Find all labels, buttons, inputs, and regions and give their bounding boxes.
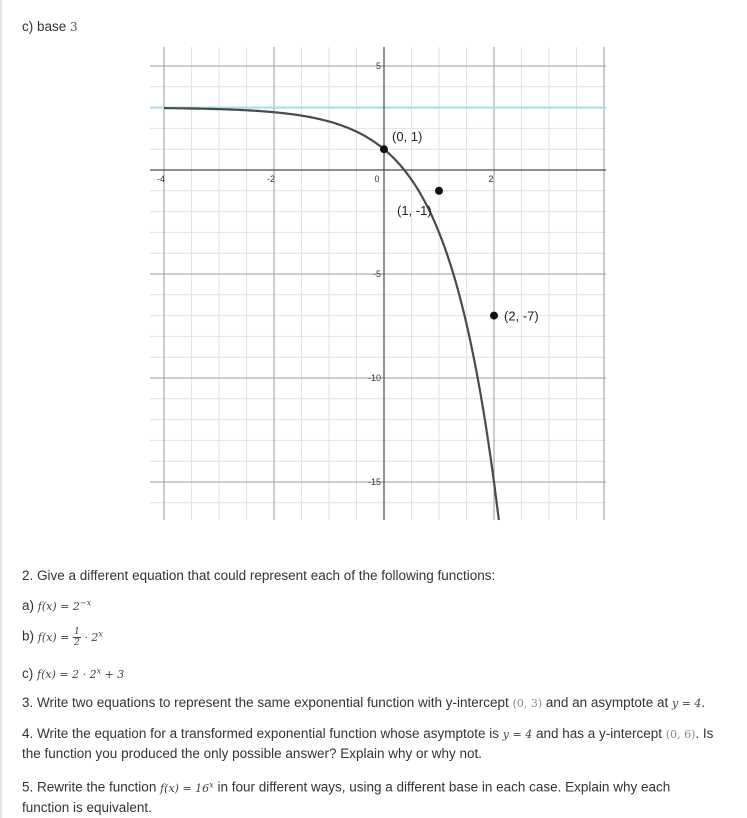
point-label: (2, -7) xyxy=(504,308,539,324)
q2a-label: a) xyxy=(22,598,35,613)
q3-asymptote: y = 4 xyxy=(671,697,702,710)
q2b-rhs: · 2 xyxy=(84,630,99,644)
q3-end: . xyxy=(701,695,706,710)
q4-asymptote: y = 4 xyxy=(502,728,533,741)
y-tick-label: -10 xyxy=(367,373,381,383)
q2c-label: c) xyxy=(22,666,34,681)
q5-text: 5. Rewrite the function xyxy=(22,779,157,795)
x-tick-label: 2 xyxy=(488,174,494,184)
q4-end: . Is xyxy=(695,726,714,741)
q4-mid: and has a y-intercept xyxy=(535,726,663,741)
heading-label: c) base xyxy=(22,19,67,34)
question-4 xyxy=(22,724,732,763)
y-tick-label: -15 xyxy=(367,477,381,487)
q2c-exponent: x xyxy=(96,666,102,676)
x-tick-label: -4 xyxy=(156,174,166,184)
q4-line2: the function you produced the only possible answer? Explain why or why not. xyxy=(22,746,483,761)
point-marker xyxy=(490,312,498,320)
q2c-base: f(x) = 2 · 2 xyxy=(37,668,97,681)
y-tick-label: -5 xyxy=(372,269,381,279)
q2c-equation xyxy=(37,668,124,681)
heading-base: 3 xyxy=(70,20,78,34)
q2b-numerator: 1 xyxy=(73,626,80,637)
q5-func: f(x) = 16 xyxy=(160,781,210,795)
question-2: 2. Give a different equation that could represent each of the following functions: xyxy=(22,568,496,583)
major-grid xyxy=(150,47,606,520)
q2b-equation xyxy=(37,626,103,648)
q3-text: 3. Write two equations to represent the same exponential function with y-intercept xyxy=(22,695,509,710)
q3-mid: and an asymptote at xyxy=(545,695,669,710)
q2a-exponent: −x xyxy=(79,598,92,608)
q5-function xyxy=(160,782,214,795)
point-marker xyxy=(380,145,388,153)
minor-grid xyxy=(150,47,606,520)
x-tick-label: -2 xyxy=(266,174,276,184)
y-tick-label: 5 xyxy=(375,61,381,71)
q4-text: 4. Write the equation for a transformed exponential function whose asymptote is xyxy=(22,726,500,741)
q2b-label: b) xyxy=(22,628,35,644)
q5-exponent: x xyxy=(209,780,214,789)
q5-line2: function is equivalent. xyxy=(22,799,152,815)
q4-intercept: (0, 6) xyxy=(665,728,696,741)
q2b-fraction xyxy=(73,627,81,648)
q2c-tail: + 3 xyxy=(101,668,125,681)
q2a-equation xyxy=(38,600,91,613)
point-marker xyxy=(435,187,443,195)
question-2a xyxy=(22,598,91,613)
point-label: (0, 1) xyxy=(392,129,423,145)
question-3 xyxy=(22,695,705,710)
q5-mid: in four different ways, using a different base in each case. Explain why each xyxy=(217,779,671,795)
point-label: (1, -1) xyxy=(397,202,432,218)
question-5 xyxy=(22,775,732,817)
question-2b xyxy=(22,627,103,648)
q2b-denominator: 2 xyxy=(73,637,80,648)
q2b-lhs: f(x) = xyxy=(37,630,70,644)
q2a-base: f(x) = 2 xyxy=(37,600,80,613)
q2b-exponent: x xyxy=(98,628,103,638)
question-2c xyxy=(22,666,124,681)
q3-intercept: (0, 3) xyxy=(512,697,543,710)
x-tick-label: 0 xyxy=(374,174,380,184)
